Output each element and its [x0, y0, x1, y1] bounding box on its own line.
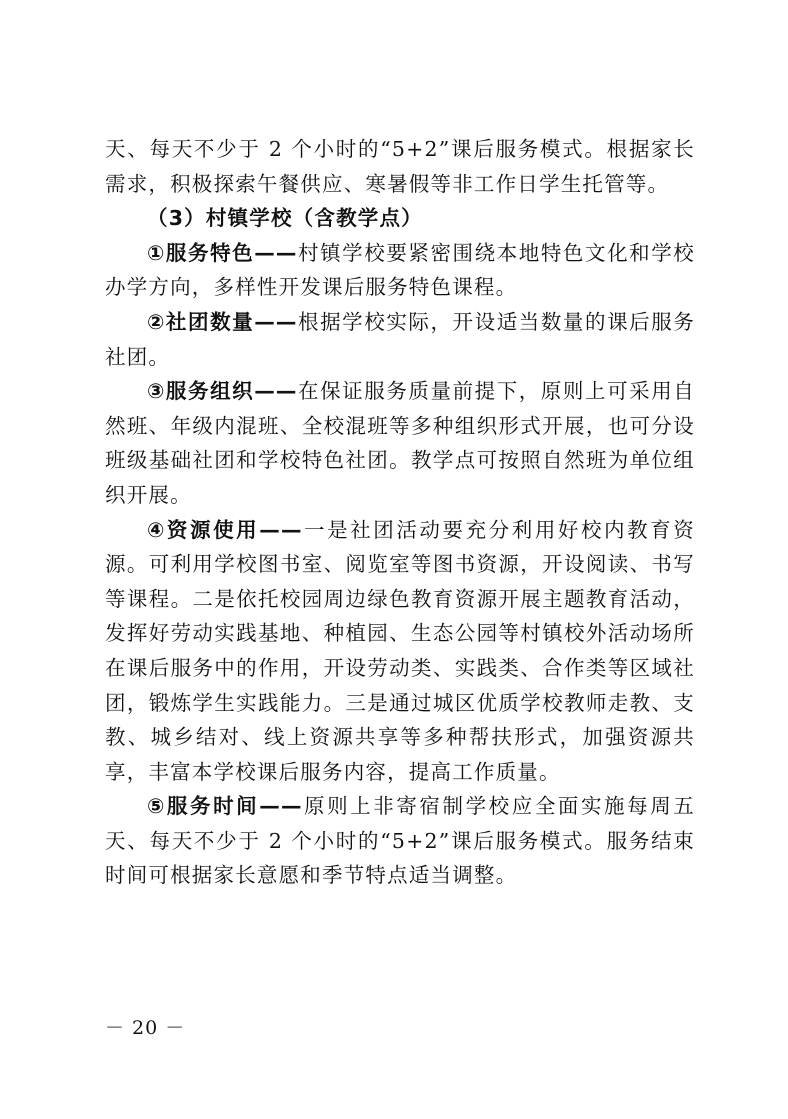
service-organization-lead: ③服务组织——	[147, 379, 298, 404]
paragraph-continuation: 天、每天不少于 2 个小时的“5+2”课后服务模式。根据家长需求，积极探索午餐供应、寒暑假等非工作日学生托管等。	[105, 137, 695, 196]
paragraph-service-organization	[105, 374, 695, 512]
resource-use-lead: ④资源使用——	[147, 517, 303, 542]
paragraph-service-time	[105, 789, 695, 893]
document-body	[105, 132, 695, 893]
service-features-lead: ①服务特色——	[147, 240, 298, 265]
service-organization-text: 在保证服务质量前提下，原则上可采用自然班、年级内混班、全校混班等多种组织形式开展，也可分设班级基础社团和学校特色社团。教学点可按照自然班为单位组织开展。	[105, 379, 695, 507]
paragraph-club-count	[105, 305, 695, 374]
service-time-lead: ⑤服务时间——	[147, 794, 303, 819]
club-count-text: 根据学校实际，开设适当数量的课后服务社团。	[105, 309, 695, 369]
section-heading: （3）村镇学校（含教学点）	[147, 206, 423, 231]
service-features-text: 村镇学校要紧密围绕本地特色文化和学校办学方向，多样性开发课后服务特色课程。	[105, 240, 695, 300]
resource-use-text: 一是社团活动要充分利用好校内教育资源。可利用学校图书室、阅览室等图书资源，开设阅读、书写等课程。二是依托校园周边绿色教育资源开展主题教育活动，发挥好劳动实践基地、种植园、生态公园等村镇校外活动场所在课后服务中的作用，开设劳动类、实践类、合作类等区域社团，锻炼学生实践能力。三是通过城区优质学校教师走教、支教、城乡结对、线上资源共享等多种帮扶形式，加强资源共享，丰富本学校课后服务内容，提高工作质量。	[105, 517, 695, 784]
service-time-text: 原则上非寄宿制学校应全面实施每周五天、每天不少于 2 个小时的“5+2”课后服务模式。服务结束时间可根据家长意愿和季节特点适当调整。	[105, 794, 695, 888]
club-count-lead: ②社团数量——	[147, 309, 298, 334]
paragraph-resource-use	[105, 513, 695, 790]
page-number: － 20 －	[105, 1017, 186, 1039]
paragraph-service-features	[105, 236, 695, 305]
